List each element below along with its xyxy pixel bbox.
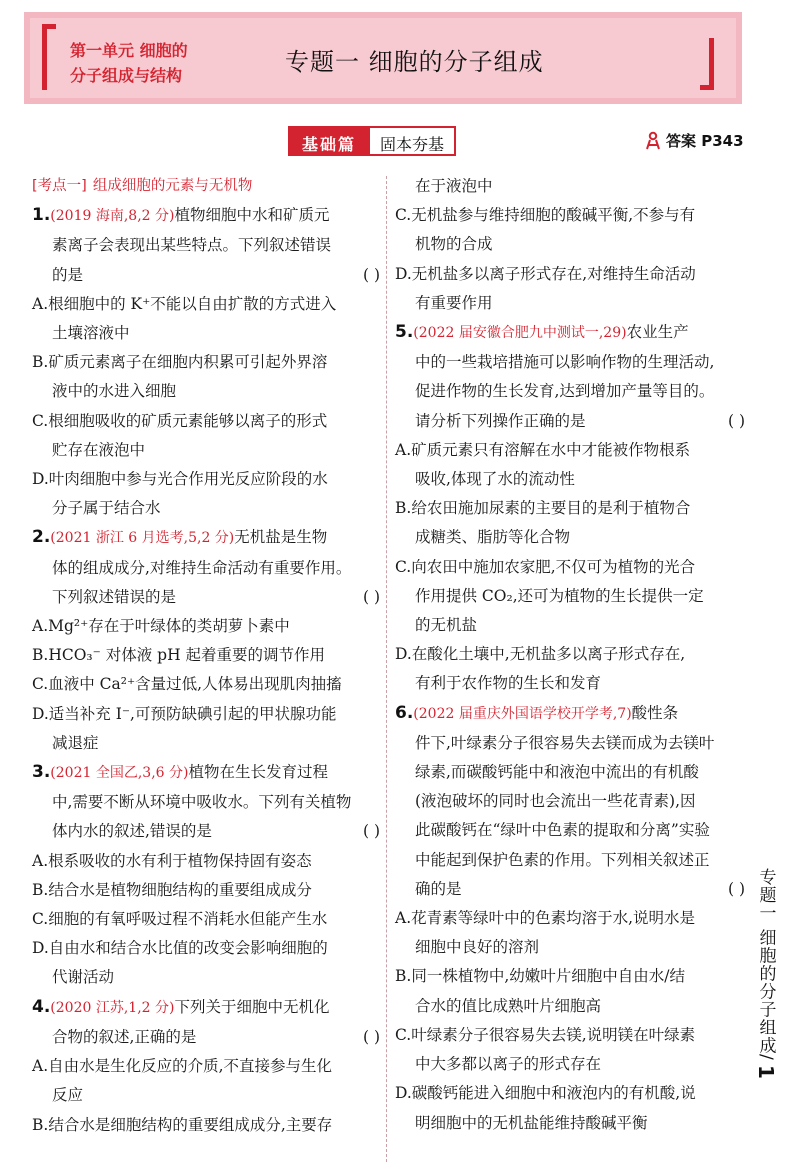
answer-label: 答案 P343 xyxy=(666,132,744,150)
question-stem: (液泡破坏的同时也会流出一些花青素),因 xyxy=(415,792,696,811)
question-stem: 中能起到保护色素的作用。下列相关叙述正 xyxy=(415,850,710,869)
option-a-cont: 吸收,体现了水的流动性 xyxy=(415,470,575,489)
question-source: (2019 海南,8,2 分) xyxy=(50,208,175,225)
option-c: C.血液中 Ca²⁺含量过低,人体易出现肌肉抽搐 xyxy=(32,675,342,694)
section-tag-main: 基础篇 xyxy=(288,126,370,156)
option-d-cont: 明细胞中的无机盐能维持酸碱平衡 xyxy=(415,1113,648,1132)
option-b-cont: 成糖类、脂肪等化合物 xyxy=(415,528,571,547)
question-stem: 农业生产 xyxy=(626,323,689,342)
option-c-cont: 的无机盐 xyxy=(415,616,478,635)
unit-label-line2: 分子组成与结构 xyxy=(70,66,183,85)
option-b: B.给农田施加尿素的主要目的是利于植物合 xyxy=(395,499,691,518)
question-stem: 酸性条 xyxy=(631,703,679,722)
question-source: (2022 届重庆外国语学校开学考,7) xyxy=(413,705,632,722)
question-number: 6. xyxy=(395,702,414,723)
option-a-cont: 反应 xyxy=(52,1086,84,1105)
question-source: (2021 浙江 6 月选考,5,2 分) xyxy=(50,530,235,547)
answer-blank: ( ) xyxy=(362,587,380,606)
question-number: 5. xyxy=(395,322,414,343)
question-4 xyxy=(32,993,380,1140)
option-c: C.向农田中施加农家肥,不仅可为植物的光合 xyxy=(395,557,696,576)
question-5 xyxy=(395,318,745,699)
option-b: B.矿质元素离子在细胞内积累可引起外界溶 xyxy=(32,353,328,372)
option-d-cont: 代谢活动 xyxy=(52,968,115,987)
option-d-cont: 有利于农作物的生长和发育 xyxy=(415,674,602,693)
kaodian-topic: 组成细胞的元素与无机物 xyxy=(92,178,253,194)
option-a-cont: 细胞中良好的溶剂 xyxy=(415,938,540,957)
option-d: D.在酸化土壤中,无机盐多以离子形式存在, xyxy=(395,645,686,664)
question-stem: 中的一些栽培措施可以影响作物的生理活动, xyxy=(415,353,715,372)
option-b-cont: 合水的值比成熟叶片细胞高 xyxy=(415,996,602,1015)
option-c-cont: 机物的合成 xyxy=(415,235,493,254)
option-c: C.无机盐参与维持细胞的酸碱平衡,不参与有 xyxy=(395,206,696,225)
option-d: D.自由水和结合水比值的改变会影响细胞的 xyxy=(32,939,328,958)
question-stem: 件下,叶绿素分子很容易失去镁而成为去镁叶 xyxy=(415,733,715,752)
kaodian-label: [考点一] xyxy=(32,178,87,194)
answer-blank: ( ) xyxy=(362,822,380,841)
option-a: A.花青素等绿叶中的色素均溶于水,说明水是 xyxy=(395,909,696,928)
answer-reference xyxy=(644,130,744,151)
question-stem-last: 请分析下列操作正确的是 ( ) xyxy=(395,407,745,436)
question-number: 3. xyxy=(32,762,51,783)
option-a: A.Mg²⁺存在于叶绿体的类胡萝卜素中 xyxy=(32,617,290,636)
question-stem: 中,需要不断从环境中吸收水。下列有关植物 xyxy=(52,793,352,812)
question-3 xyxy=(32,758,380,993)
option-d: D.叶肉细胞中参与光合作用光反应阶段的水 xyxy=(32,470,328,489)
option-c-cont: 中大多都以离子的形式存在 xyxy=(415,1055,602,1074)
option-a-cont: 土壤溶液中 xyxy=(52,324,130,343)
question-stem-last: 合物的叙述,正确的是 ( ) xyxy=(32,1023,380,1052)
option-d-cont: 有重要作用 xyxy=(415,293,493,312)
question-1 xyxy=(32,201,380,523)
option-a: A.自由水是生化反应的介质,不直接参与生化 xyxy=(32,1057,333,1076)
option-c: C.叶绿素分子很容易失去镁,说明镁在叶绿素 xyxy=(395,1025,696,1044)
option-b: B.同一株植物中,幼嫩叶片细胞中自由水/结 xyxy=(395,967,685,986)
unit-label-line1: 第一单元 细胞的 xyxy=(70,41,188,60)
question-source: (2020 江苏,1,2 分) xyxy=(50,999,175,1016)
page-title: 专题一 细胞的分子组成 xyxy=(285,48,544,76)
option-d-cont: 分子属于结合水 xyxy=(52,499,161,518)
bracket-left xyxy=(42,24,56,90)
question-stem-last: 体内水的叙述,错误的是 ( ) xyxy=(32,817,380,846)
question-stem: 下列关于细胞中无机化 xyxy=(174,997,330,1016)
option-d: D.适当补充 I⁻,可预防缺碘引起的甲状腺功能 xyxy=(32,704,337,723)
question-stem: 植物在生长发育过程 xyxy=(188,763,328,782)
question-2 xyxy=(32,523,380,758)
option-a: A.根细胞中的 K⁺不能以自由扩散的方式进入 xyxy=(32,294,337,313)
side-chapter-label xyxy=(748,868,784,1138)
option-b: B.HCO₃⁻ 对体液 pH 起着重要的调节作用 xyxy=(32,646,326,665)
option-c: C.细胞的有氧呼吸过程不消耗水但能产生水 xyxy=(32,910,328,929)
question-stem: 无机盐是生物 xyxy=(234,528,328,547)
question-source: (2021 全国乙,3,6 分) xyxy=(50,765,189,782)
question-stem-last: 下列叙述错误的是 ( ) xyxy=(32,583,380,612)
section-tag xyxy=(288,126,456,156)
option-c: C.根细胞吸收的矿质元素能够以离子的形式 xyxy=(32,411,328,430)
answer-blank: ( ) xyxy=(727,879,745,898)
pencil-icon xyxy=(644,131,662,151)
option-b: B.结合水是细胞结构的重要组成成分,主要存 xyxy=(32,1115,333,1134)
option-b: B.结合水是植物细胞结构的重要组成成分 xyxy=(32,880,312,899)
kaodian-heading xyxy=(32,172,380,201)
option-d: D.无机盐多以离子形式存在,对维持生命活动 xyxy=(395,264,696,283)
option-b-cont: 液中的水进入细胞 xyxy=(52,382,177,401)
question-number: 2. xyxy=(32,527,51,548)
left-column xyxy=(32,172,380,1140)
option-b-cont: 在于液泡中 xyxy=(415,177,493,195)
question-stem: 促进作物的生长发育,达到增加产量等目的。 xyxy=(415,382,715,401)
bracket-right xyxy=(700,38,714,90)
question-number: 4. xyxy=(32,996,51,1017)
option-d: D.碳酸钙能进入细胞中和液泡内的有机酸,说 xyxy=(395,1084,696,1103)
question-stem: 素离子会表现出某些特点。下列叙述错误 xyxy=(52,236,332,255)
answer-blank: ( ) xyxy=(727,411,745,430)
question-stem: 体的组成成分,对维持生命活动有重要作用。 xyxy=(52,558,352,577)
question-stem: 此碳酸钙在“绿叶中色素的提取和分离”实验 xyxy=(415,821,710,840)
option-a: A.根系吸收的水有利于植物保持固有姿态 xyxy=(32,851,312,870)
side-slash: / xyxy=(756,1054,776,1062)
option-d-cont: 减退症 xyxy=(52,733,99,752)
question-stem-last: 确的是 ( ) xyxy=(395,875,745,904)
right-column xyxy=(395,172,745,1138)
section-tag-sub: 固本夯基 xyxy=(370,126,456,156)
question-number: 1. xyxy=(32,205,51,226)
side-chapter-text: 专题一 细胞的分子组成 xyxy=(755,868,776,1055)
question-6 xyxy=(395,699,745,1138)
answer-blank: ( ) xyxy=(362,265,380,284)
page-number: 1 xyxy=(754,1065,778,1080)
option-a: A.矿质元素只有溶解在水中才能被作物根系 xyxy=(395,440,691,459)
question-source: (2022 届安徽合肥九中测试一,29) xyxy=(413,325,627,342)
question-stem-last: 的是 ( ) xyxy=(32,261,380,290)
question-stem: 绿素,而碳酸钙能中和液泡中流出的有机酸 xyxy=(415,763,699,782)
answer-blank: ( ) xyxy=(362,1027,380,1046)
question-stem: 植物细胞中水和矿质元 xyxy=(174,206,330,225)
option-c-cont: 作用提供 CO₂,还可为植物的生长提供一定 xyxy=(415,586,704,605)
unit-label xyxy=(70,38,220,88)
option-c-cont: 贮存在液泡中 xyxy=(52,440,146,459)
column-divider xyxy=(386,176,387,1162)
